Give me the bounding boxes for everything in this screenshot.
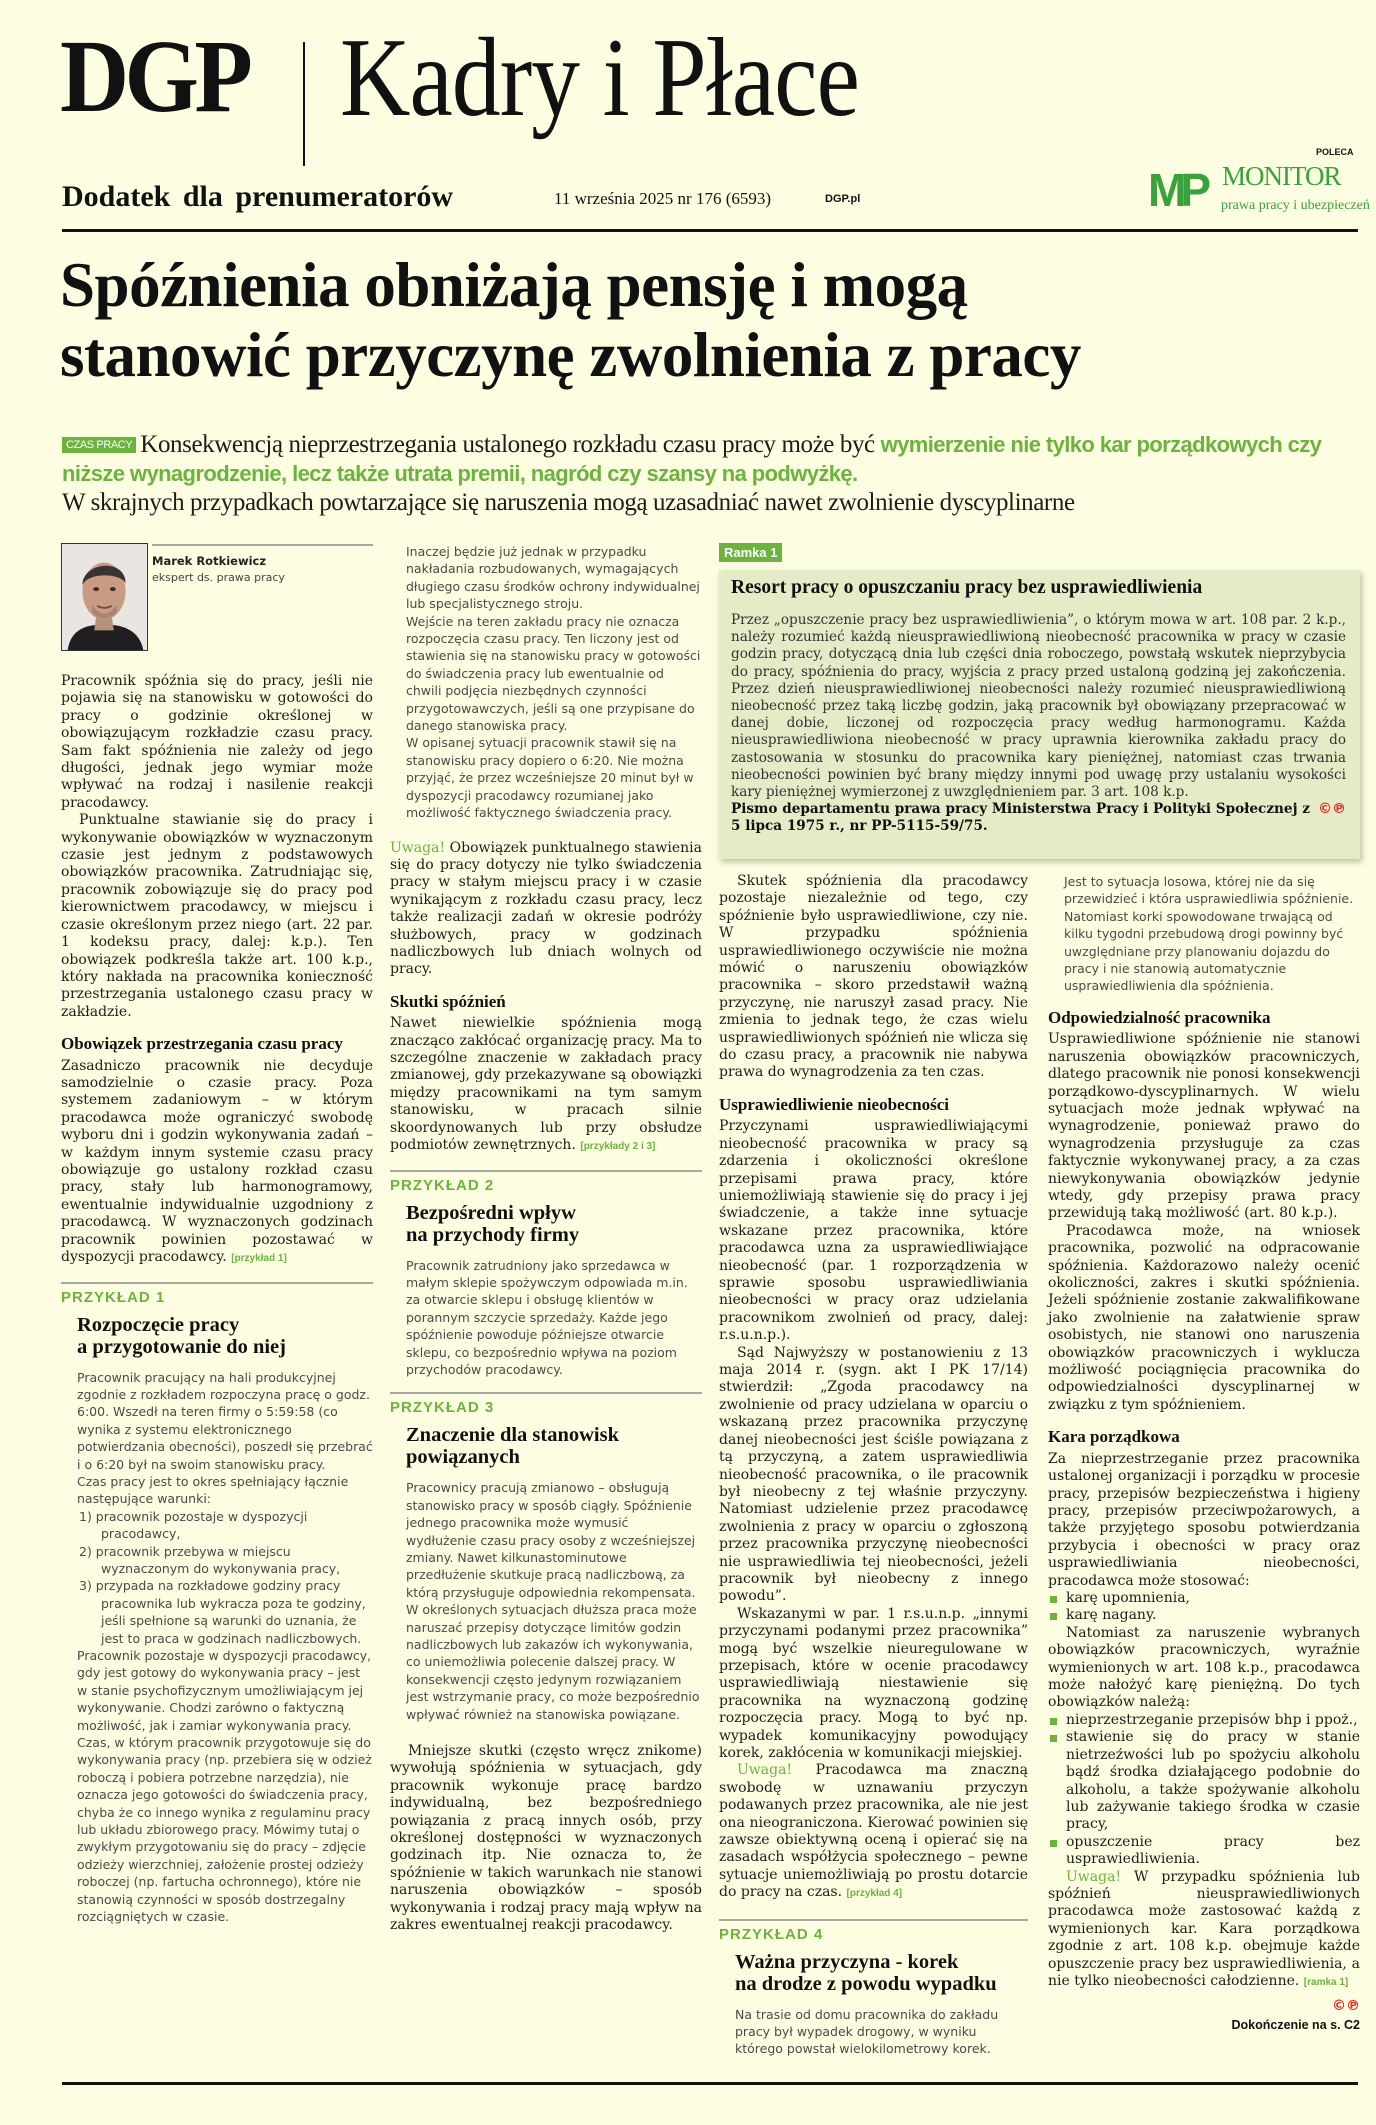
- bullet-item: [1048, 1607, 1360, 1624]
- example-list-item: 3) przypada na rozkładowe godziny pracy pracownika lub wykracza poza te godziny, jeśli spełnione są warunki do uznania, że jest to praca w godzinach nadliczbowych.: [79, 1578, 366, 1646]
- body-paragraph: [719, 1345, 1028, 1606]
- example-box: [719, 1919, 1028, 2058]
- example-paragraph: Czas, w którym pracownik przygotowuje się do wykonywania pracy (np. przebiera się w odzież roboczą i pobiera potrzebne narzędzia), nie oznacza jego gotowości do świadczenia pracy, chyba że co innego wynika z regulaminu pracy lub układu zbiorowego pracy. Mówimy tutaj o zwykłym przygotowaniu się do pracy – zdjęcie odzieży wierzchniej, założenie prostej odzieży roboczej (np. fartucha ochronnego), które nie stanowią czynności w sposób dostrzegalny rozciągniętych w czasie.: [77, 1735, 372, 1925]
- supplement-label: Dodatek dla prenumeratorów: [62, 180, 454, 213]
- portrait-image: [62, 544, 147, 650]
- paragraph-text: Obowiązek punktualnego stawienia się do pracy dotyczy nie tylko świadczenia pracy w stałym miejscu pracy i w czasie wynikającym z rozkładu czasu pracy, lecz także realizacji zadań w okresie podróży służbowych, pracy w godzinach nadliczbowych lub dniach wolnych od pracy.: [390, 839, 702, 978]
- example-rule: [390, 1392, 702, 1394]
- example-title-line: Znaczenie dla stanowisk: [406, 1424, 619, 1447]
- example-title-line: Ważna przyczyna - korek: [735, 1950, 959, 1973]
- section-heading: Odpowiedzialność pracownika: [1048, 1007, 1271, 1027]
- example-paragraph: Pracownik zatrudniony jako sprzedawca w małym sklepie spożywczym odpowiada m.in. za otwarcie sklepu i obsługę klientów w porannym szczycie sprzedaży. Każde jego spóźnienie powoduje późniejsze otwarcie sklepu, co bezpośrednio wpływa na poziom przychodów pracodawcy.: [406, 1257, 688, 1377]
- paragraph-text: nieprzestrzeganie przepisów bhp i ppoż.,: [1066, 1711, 1358, 1728]
- site-link[interactable]: DGP.pl: [825, 193, 861, 205]
- continued-link[interactable]: Dokończenie na s. C2: [1231, 2018, 1360, 2033]
- body-paragraph: [390, 1743, 702, 1934]
- example-title: [406, 1424, 702, 1468]
- paragraph-text: Punktualne stawianie się do pracy i wykonywanie obowiązków w wyznaczonym czasie jest jednym z podstawowych obowiązków pracownika. Zatrudniając się, pracownik zobowiązuje się do pracy pod kierownictwem pracodawcy, w miejscu i czasie określonym przez niego (art. 22 par. 1 kodeksu pracy, dalej: k.p.). Ten obowiązek podkreśla także art. 100 k.p., który nakłada na pracownika konieczność przestrzegania ustalonego czasu pracy w zakładzie.: [61, 812, 373, 1020]
- cross-reference-link[interactable]: [ramka 1]: [1303, 1976, 1349, 1988]
- category-badge: CZAS PRACY: [62, 437, 136, 453]
- column-section: [61, 673, 373, 1021]
- note-label: Uwaga!: [737, 1762, 793, 1779]
- note-label: Uwaga!: [1066, 1868, 1122, 1885]
- paragraph-text: Skutek spóźnienia dla pracodawcy pozostaje niezależnie od tego, czy spóźnienie było usprawiedliwione, czy nie. W przypadku spóźnienia usprawiedliwionego oczywiście nie można mówić o naruszeniu obowiązków pracownika – skoro przedstawił ważną przyczynę, nie naruszył zasad pracy. Nie zmienia to jednak tego, że czas wielu usprawiedliwionych spóźnień nie wlicza się do czasu pracy, a pracownik nie nabywa prawa do wynagrodzenia za ten czas.: [719, 873, 1028, 1081]
- body-paragraph: [719, 1606, 1028, 1763]
- paragraph-text: Sąd Najwyższy w postanowieniu z 13 maja 2014 r. (sygn. akt I PK 17/14) stwierdził: „Zgoda pracodawcy na zwolnienie od pracy udzielana w oparciu o wskazaną przez pracownika przyczynę danej nieobecności jest ściśle powiązana z tą przyczyną, a zatem usprawiedliwia nieobecność pracownika, o ile pracownik był nieobecny z tej właśnie przyczyny. Natomiast udzielenie przez pracodawcę zwolnienia z pracy w oparciu o zgłoszoną przez pracownika przyczynę nieobecności nie usprawiedliwia tej nieobecności, jeżeli pracownik był nieobecny z innego powodu”.: [719, 1344, 1028, 1605]
- paragraph-text: Pracodawca może, na wniosek pracownika, pozwolić na odpracowanie spóźnienia. Każdorazowo należy ocenić okoliczności, zakres i skutki spóźnienia. Jeżeli spóźnienie zostanie zakwalifikowane jako zwolnienie na załatwienie spraw osobistych, nie stanowi ono naruszenia obowiązków pracowniczych i wyklucza możliwość pociągnięcia pracownika do odpowiedzialności dyscyplinarnej w związku z tym spóźnieniem.: [1048, 1222, 1360, 1413]
- issue-info: 11 września 2025 nr 176 (6593): [554, 189, 772, 208]
- example-title-line: a przygotowanie do niej: [77, 1335, 286, 1358]
- continued-example-paragraph: Jest to sytuacja losowa, której nie da się przewidzieć i która usprawiedliwia spóźnienie. Natomiast korki spowodowane trwającą od kilku tygodni przebudową drogi powinny być uwzględniane przy planowaniu dojazdu do pracy i nie stanowią automatycznie usprawiedliwienia dla spóźnienia.: [1064, 874, 1354, 994]
- bullet-item: [1048, 1712, 1360, 1729]
- bullet-item: [1048, 1834, 1360, 1869]
- section-title: Kadry i Płace: [340, 16, 859, 140]
- column-2: [390, 543, 702, 1935]
- example-list-item: 1) pracownik pozostaje w dyspozycji pracodawcy,: [79, 1508, 308, 1542]
- example-paragraph: Czas pracy jest to okres spełniający łącznie następujące warunki:: [77, 1473, 349, 1507]
- paragraph-text: Zasadniczo pracownik nie decyduje samodzielnie o czasie pracy. Poza systemem zadaniowym – w którym pracodawca może ograniczyć swobodę wyboru dni i godzin wykonywania zadań – w każdym innym systemie czasu pracy obowiązuje go ustalony rozkład czasu pracy, stały lub harmonogramowy, ewentualnie indywidualnie uzgodniony z pracodawcą. W wyznaczonych godzinach pracownik powinien pozostawać w dyspozycji pracodawcy.: [61, 1057, 373, 1266]
- paragraph-text: Pracodawca ma znaczną swobodę w uznawaniu przyczyn podawanych przez pracownika, ale nie jest ona nieograniczona. Kierować powinien się zawsze obiektywną oceną i opierać się na zasadach współżycia społecznego – pewne sytuacje uniemożliwiają po prostu dotarcie do pracy na czas.: [719, 1762, 1028, 1901]
- paragraph-text: W przypadku spóźnienia lub spóźnień nieusprawiedliwionych pracodawca może zastosować każdą z wymienionych kar. Kara porządkowa zgodnie z art. 108 k.p. obejmuje każde opuszczenie pracy bez usprawiedliwienia, a nie tylko nieobecności całodzienne.: [1048, 1868, 1360, 1989]
- body-paragraph: [1048, 1031, 1360, 1222]
- cross-reference-link[interactable]: [przykłady 2 i 3]: [580, 1141, 656, 1153]
- paragraph-text: stawienie się do pracy w stanie nietrzeźwości lub po spożyciu alkoholu bądź środka działającego podobnie do alkoholu, a także spożywanie alkoholu lub zażywanie takiego środka w czasie pracy,: [1066, 1729, 1360, 1833]
- continued-example-paragraph: W opisanej sytuacji pracownik stawił się na stanowisku pracy dopiero o 6:20. Nie można przyjąć, że przez wcześniejsze 20 minut był w dyspozycji pracodawcy rozumianej jako możliwość faktycznego świadczenia pracy.: [406, 735, 694, 821]
- example-label: PRZYKŁAD 4: [719, 1925, 824, 1943]
- column-section: [719, 873, 1028, 1082]
- cross-reference-link[interactable]: [przykład 4]: [846, 1888, 903, 1900]
- column-section: [390, 993, 702, 1156]
- note-label: Uwaga!: [390, 839, 446, 856]
- example-label: PRZYKŁAD 2: [390, 1176, 495, 1194]
- paragraph-text: Za nieprzestrzeganie przez pracownika ustalonej organizacji i porządku w procesie pracy, przepisów bezpieczeństwa i higieny pracy, przepisów przeciwpożarowych, a także przyjętego sposobu potwierdzania przybycia i obecności w pracy oraz usprawiedliwiania nieobecności, pracodawca może stosować:: [1048, 1450, 1360, 1589]
- partner-tagline: prawa pracy i ubezpieczeń: [1221, 198, 1370, 213]
- paragraph-text: Pracownik spóźnia się do pracy, jeśli nie pojawia się na stanowisku w gotowości do pracy o godzinie określonej w obowiązującym rozkładzie czasu pracy. Sam fakt spóźnienia nie zależy od jego długości, jednak jego wymiar może wpływać na rodzaj i nasilenie reakcji pracodawcy.: [61, 673, 373, 811]
- lead-paragraph: [62, 430, 1358, 517]
- partner-logo-icon: MP: [1148, 164, 1205, 216]
- continued-example-paragraph: Inaczej będzie już jednak w przypadku nakładania rozbudowanych, wymagających długiego czasu środków ochrony indywidualnej lub specjalistycznego stroju.: [406, 544, 700, 612]
- paragraph-text: Nawet niewielkie spóźnienia mogą znacząco zakłócać organizację pracy. Ma to szczególne znaczenie w zakładach pracy zmianowej, gdy przekazywane są obowiązki między pracownikami na tym samym stanowisku, w pracach silnie skoordynowanych lub przy obsłudze podmiotów zewnętrznych.: [390, 1015, 702, 1154]
- headline-line: Spóźnienia obniżają pensję i mogą: [60, 250, 968, 320]
- lead-highlight: wymierzenie nie tylko kar porządkowych czy niższe wynagrodzenie, lecz także utrata premii, nagród czy szansy na podwyżkę.: [62, 432, 1322, 486]
- column-section: [390, 543, 702, 822]
- paragraph-text: opuszczenie pracy bez usprawiedliwienia.: [1066, 1833, 1360, 1868]
- box-title: Resort pracy o opuszczaniu pracy bez usprawiedliwienia: [731, 577, 1203, 598]
- example-rule: [61, 1282, 373, 1284]
- box-label: Ramka 1: [719, 543, 782, 562]
- lower-columns: [719, 859, 1360, 2058]
- copyright-icon: ©℗: [1332, 1998, 1360, 2015]
- body-paragraph: [719, 1118, 1028, 1344]
- paragraph-text: Mniejsze skutki (często wręcz znikome) wywołują spóźnienia w sytuacjach, gdy pracownik wykonuje pracę bardzo indywidualną, bez bezpośredniego powiązania z pracą innych osób, przy określonej dostępności w wyznaczonych godzinach itp. Nie oznacza to, że spóźnienie w takich warunkach nie stanowi naruszenia obowiązków – sposób wykonywania i rodzaj pracy mają wpływ na zakres ewentualnej reakcji pracodawcy.: [390, 1743, 702, 1934]
- partner-name: MONITOR: [1222, 161, 1341, 191]
- section-heading: Obowiązek przestrzegania czasu pracy: [61, 1034, 343, 1054]
- example-paragraph: Pracownik pozostaje w dyspozycji pracodawcy, gdy jest gotowy do wykonywania pracy – jest w stanie psychofizycznym umożliwiającym jej wykonywanie. Chodzi zarówno o faktyczną możliwość, jak i zamiar wykonywania pracy.: [77, 1648, 372, 1733]
- column-section: [390, 840, 702, 979]
- example-paragraph: Pracownicy pracują zmianowo – obsługują stanowisko pracy w sposób ciągły. Spóźnienie jednego pracownika może wymusić wydłużenie czasu pracy osoby z wcześniejszej zmiany. Nawet kilkunastominutowe przedłużenie skutkuje pracą nadliczbową, za którą przysługuje odpowiednia rekompensata. W określonych sytuacjach dłuższa praca może naruszać przepisy dotyczące limitów godzin nadliczbowych lub zakazów ich wykonywania, co uniemożliwia polecenie dalszej pracy. W konsekwencji często jedynym rozwiązaniem jest wstrzymanie pracy, co może bezpośrednio wpływać również na stanowiska powiązane.: [406, 1480, 700, 1722]
- example-box: [390, 1170, 702, 1379]
- body-paragraph: [1048, 1625, 1360, 1712]
- example-box: [390, 1392, 702, 1723]
- paragraph-text: Przyczynami usprawiedliwiającymi nieobecność pracownika w pracy są zdarzenia i okoliczności określone przepisami prawa pracy, które uniemożliwiają stawienie się do pracy i jej świadczenie, a także inne sytuacje wskazane przez pracownika, które pracodawca uzna za usprawiedliwiające nieobecność (par. 1 rozporządzenia w sprawie sposobu usprawiedliwiania nieobecności w pracy oraz udzielania pracownikom zwolnień od pracy, dalej: r.s.u.n.p.).: [719, 1118, 1028, 1344]
- column-section: [1048, 873, 1360, 995]
- example-title-line: na przychody firmy: [406, 1223, 580, 1246]
- partner-recommends: POLECA: [1316, 147, 1354, 157]
- example-title-line: Bezpośredni wpływ: [406, 1201, 576, 1224]
- author-rule: [152, 544, 373, 546]
- example-rule: [390, 1170, 702, 1172]
- info-box: [719, 570, 1360, 859]
- headline: [60, 250, 1360, 390]
- author-photo: [61, 543, 148, 651]
- body-paragraph: [719, 873, 1028, 1082]
- column-1: [61, 543, 373, 1926]
- header-rule: [62, 229, 1358, 232]
- example-label: PRZYKŁAD 1: [61, 1288, 166, 1306]
- column-section: [390, 1743, 702, 1934]
- footer-rule: [62, 2082, 1358, 2085]
- body-paragraph: [390, 840, 702, 979]
- example-title: [77, 1314, 373, 1358]
- paragraph-text: karę nagany.: [1066, 1607, 1157, 1624]
- copyright-icon: ©℗: [1318, 801, 1346, 818]
- masthead-divider: [303, 42, 305, 166]
- lead-text: Konsekwencją nieprzestrzegania ustalonego rozkładu czasu pracy może być: [140, 431, 881, 458]
- body-paragraph: [1048, 1451, 1360, 1590]
- author-role: ekspert ds. prawa pracy: [152, 571, 285, 584]
- example-title-line: Rozpoczęcie pracy: [77, 1313, 240, 1336]
- paragraph-text: Wskazanymi w par. 1 r.s.u.n.p. „innymi przyczynami podanymi przez pracownika” mogą być wszelkie nieuregulowane w przepisach, które w ocenie pracodawcy usprawiedliwiają niestawienie się pracownika na wyznaczoną godzinę rozpoczęcia pracy. Mogą to być np. wypadek komunikacyjny powodujący korek, zakłócenia w komunikacji miejskiej.: [719, 1605, 1028, 1761]
- example-title-line: na drodze z powodu wypadku: [735, 1972, 997, 1995]
- right-area: [719, 543, 1360, 2058]
- column-section: [1048, 1009, 1360, 1414]
- paragraph-text: Natomiast za naruszenie wybranych obowiązków pracowniczych, wyraźnie wymienionych w art. 108 k.p., pracodawca może nałożyć karę pieniężną. Do tych obowiązków należą:: [1048, 1624, 1360, 1711]
- box-source-wrap: [731, 801, 1346, 835]
- lead-tail: W skrajnych przypadkach powtarzające się naruszenia mogą uzasadniać nawet zwolnienie dyscyplinarne: [62, 489, 1075, 516]
- headline-line: stanowić przyczynę zwolnienia z pracy: [60, 320, 1081, 390]
- example-list-item: 2) pracownik przebywa w miejscu wyznaczonym do wykonywania pracy,: [79, 1543, 341, 1576]
- body-paragraph: [61, 812, 373, 1021]
- author-name: Marek Rotkiewicz: [152, 554, 267, 568]
- brand-logo: DGP: [60, 19, 249, 134]
- copyright-mark: [1048, 1997, 1360, 2015]
- box-text: Przez „opuszczenie pracy bez usprawiedliwienia”, o którym mowa w art. 108 par. 2 k.p., należy rozumieć każdą nieusprawiedliwioną nieobecność pracownika w pracy w czasie godzin pracy, dotyczącą dnia lub części dnia roboczego, powstałą wskutek nieprzybycia do pracy, spóźnienia do pracy, wyjścia z pracy przed ustaloną godziną jej zakończenia. Przez dzień nieusprawiedliwionej nieobecności należy rozumieć nieusprawiedliwioną nieobecność przez taką liczbę godzin, jaką pracownik był obowiązany przepracować w danej dobie, liczonej od rozpoczęcia pracy według harmonogramu. Każda nieusprawiedliwiona nieobecność w pracy uprawnia kierownika zakładu pracy do zastosowania w stosunku do pracownika kary pieniężnej, natomiast czas trwania nieobecności powinien być brany między innymi pod uwagę przy ustalaniu wysokości kary pieniężnej wymierzonej z uwzględnieniem par. 3 art. 108 k.p.: [731, 612, 1346, 801]
- section-heading: Kara porządkowa: [1048, 1427, 1180, 1447]
- body-paragraph: [61, 1058, 373, 1268]
- bullet-item: [1048, 1729, 1360, 1833]
- paragraph-text: karę upomnienia,: [1066, 1590, 1191, 1607]
- box-source: Pismo departamentu prawa pracy Ministerstwa Pracy i Polityki Społecznej z 5 lipca 1975 r., nr PP-5115-59/75.: [731, 801, 1310, 835]
- body-paragraph: [719, 1762, 1028, 1902]
- body-paragraph: [390, 1015, 702, 1155]
- section-heading: Skutki spóźnień: [390, 991, 506, 1011]
- example-paragraph: Na trasie od domu pracownika do zakładu pracy był wypadek drogowy, w wyniku którego powstał wielokilometrowy korek.: [735, 2006, 999, 2057]
- column-section: [719, 1096, 1028, 1903]
- column-4: [1048, 859, 1360, 2033]
- body-paragraph: [1048, 1223, 1360, 1414]
- continued-example-paragraph: Wejście na teren zakładu pracy nie oznacza rozpoczęcia czasu pracy. Ten liczony jest od stawienia się na stanowisku pracy w gotowości do świadczenia pracy lub ewentualnie od chwili podjęcia niezbędnych czynności przygotowawczych, jeśli są one przypisane do danego stanowiska pracy.: [406, 613, 701, 734]
- example-paragraph: Pracownik pracujący na hali produkcyjnej zgodnie z rozkładem rozpoczyna pracę o godz. 6:00. Wszedł na teren firmy o 5:59:58 (co wynika z systemu elektronicznego potwierdzania obecności), poszedł się przebrać i o 6:20 był na swoim stanowisku pracy.: [77, 1369, 373, 1472]
- body-paragraph: [1048, 1869, 1360, 1992]
- author-box: [61, 543, 373, 651]
- column-3: [719, 859, 1028, 2058]
- example-title: [406, 1202, 702, 1246]
- example-rule: [719, 1919, 1028, 1921]
- column-section: [1048, 1428, 1360, 1991]
- example-label: PRZYKŁAD 3: [390, 1399, 495, 1417]
- example-title-line: powiązanych: [406, 1446, 520, 1469]
- column-section: [61, 1035, 373, 1267]
- cross-reference-link[interactable]: [przykład 1]: [231, 1253, 287, 1265]
- body-paragraph: [61, 673, 373, 812]
- bullet-item: [1048, 1590, 1360, 1607]
- section-heading: Usprawiedliwienie nieobecności: [719, 1094, 949, 1114]
- example-title: [735, 1951, 1028, 1995]
- example-box: [61, 1282, 373, 1926]
- paragraph-text: Usprawiedliwione spóźnienie nie stanowi naruszenia obowiązków pracowniczych, dlatego pracownik nie ponosi konsekwencji porządkowo-dyscyplinarnych. W wielu sytuacjach może jednak wpływać na wynagrodzenie, ponieważ prawo do wynagrodzenia przysługuje za czas faktycznie wykonywanej pracy, a za czas niewykonywania obowiązków jedynie wtedy, gdy przepisy prawa pracy przewidują taką możliwość (art. 80 k.p.).: [1048, 1031, 1360, 1222]
- article-body: [61, 543, 1376, 2058]
